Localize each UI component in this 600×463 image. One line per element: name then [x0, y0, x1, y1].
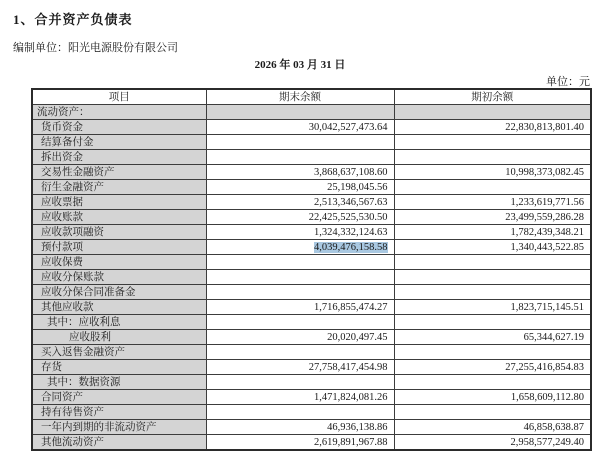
- ending-balance-value: [206, 315, 394, 330]
- ending-balance-value: [206, 150, 394, 165]
- beginning-balance-value: [394, 270, 591, 285]
- unit-label: 单位：元: [546, 76, 590, 88]
- ending-balance-value: [206, 375, 394, 390]
- beginning-balance-value: 1,233,619,771.56: [394, 195, 591, 210]
- ending-balance-value: 3,868,637,108.60: [206, 165, 394, 180]
- beginning-balance-value: [394, 180, 591, 195]
- item-label: 应收账款: [32, 210, 206, 225]
- beginning-balance-value: [394, 375, 591, 390]
- selected-text[interactable]: 4,039,476,158.58: [314, 242, 388, 253]
- beginning-balance-value: 46,858,638.87: [394, 420, 591, 435]
- table-row: [32, 285, 591, 300]
- beginning-balance-value: [394, 345, 591, 360]
- item-label: 货币资金: [32, 120, 206, 135]
- beginning-balance-value: 10,998,373,082.45: [394, 165, 591, 180]
- ending-balance-value: 27,758,417,454.98: [206, 360, 394, 375]
- ending-balance-value: [206, 270, 394, 285]
- ending-balance-value: [206, 240, 394, 255]
- table-row: [32, 345, 591, 360]
- item-label: 合同资产: [32, 390, 206, 405]
- column-header-item: 项目: [32, 89, 206, 105]
- item-label: 其他应收款: [32, 300, 206, 315]
- table-row: [32, 375, 591, 390]
- column-header-ending-balance: 期末余额: [206, 89, 394, 105]
- item-label: 结算备付金: [32, 135, 206, 150]
- ending-balance-value: 1,716,855,474.27: [206, 300, 394, 315]
- page-title: 1、合并资产负债表: [13, 12, 133, 27]
- ending-balance-value: 2,619,891,967.88: [206, 435, 394, 451]
- item-label: 衍生金融资产: [32, 180, 206, 195]
- table-header-row: [32, 89, 591, 105]
- beginning-balance-value: 23,499,559,286.28: [394, 210, 591, 225]
- table-row: [32, 150, 591, 165]
- report-date: 2026 年 03 月 31 日: [254, 59, 346, 71]
- beginning-balance-value: [394, 315, 591, 330]
- ending-balance-value: 46,936,138.86: [206, 420, 394, 435]
- beginning-balance-value: [394, 285, 591, 300]
- ending-balance-value: 1,324,332,124.63: [206, 225, 394, 240]
- item-label: 应收票据: [32, 195, 206, 210]
- ending-balance-value: 25,198,045.56: [206, 180, 394, 195]
- item-label: 一年内到期的非流动资产: [32, 420, 206, 435]
- ending-balance-value: 30,042,527,473.64: [206, 120, 394, 135]
- table-row: [32, 180, 591, 195]
- table-row: [32, 435, 591, 451]
- beginning-balance-value: 22,830,813,801.40: [394, 120, 591, 135]
- table-row: [32, 240, 591, 255]
- item-label: 应收分保合同准备金: [32, 285, 206, 300]
- item-label: 存货: [32, 360, 206, 375]
- table-row: [32, 315, 591, 330]
- item-label: 其中：数据资源: [32, 375, 206, 390]
- ending-balance-value: [206, 255, 394, 270]
- table-row: [32, 165, 591, 180]
- item-label: 交易性金融资产: [32, 165, 206, 180]
- beginning-balance-value: [394, 255, 591, 270]
- balance-sheet-table: [31, 88, 592, 451]
- column-header-beginning-balance: 期初余额: [394, 89, 591, 105]
- beginning-balance-value: [394, 135, 591, 150]
- item-label: 流动资产：: [32, 105, 206, 120]
- beginning-balance-value: [394, 405, 591, 420]
- table-row: [32, 405, 591, 420]
- beginning-balance-value: 27,255,416,854.83: [394, 360, 591, 375]
- beginning-balance-value: [394, 150, 591, 165]
- ending-balance-value: [206, 405, 394, 420]
- item-label: 其中：应收利息: [32, 315, 206, 330]
- table-row: [32, 120, 591, 135]
- table-row: [32, 195, 591, 210]
- item-label: 应收股利: [32, 330, 206, 345]
- ending-balance-value: 2,513,346,567.63: [206, 195, 394, 210]
- beginning-balance-value: [394, 105, 591, 120]
- beginning-balance-value: 1,823,715,145.51: [394, 300, 591, 315]
- ending-balance-value: 22,425,525,530.50: [206, 210, 394, 225]
- ending-balance-value: [206, 345, 394, 360]
- table-row: [32, 135, 591, 150]
- ending-balance-value: [206, 285, 394, 300]
- table-row: [32, 255, 591, 270]
- table-row: [32, 330, 591, 345]
- beginning-balance-value: 1,658,609,112.80: [394, 390, 591, 405]
- item-label: 应收款项融资: [32, 225, 206, 240]
- item-label: 预付款项: [32, 240, 206, 255]
- ending-balance-value: 20,020,497.45: [206, 330, 394, 345]
- table-row: [32, 390, 591, 405]
- table-row: [32, 420, 591, 435]
- item-label: 买入返售金融资产: [32, 345, 206, 360]
- beginning-balance-value: 2,958,577,249.40: [394, 435, 591, 451]
- ending-balance-value: 1,471,824,081.26: [206, 390, 394, 405]
- item-label: 其他流动资产: [32, 435, 206, 451]
- section-row: [32, 105, 591, 120]
- item-label: 持有待售资产: [32, 405, 206, 420]
- item-label: 应收保费: [32, 255, 206, 270]
- table-row: [32, 270, 591, 285]
- table-row: [32, 210, 591, 225]
- table-row: [32, 300, 591, 315]
- item-label: 应收分保账款: [32, 270, 206, 285]
- beginning-balance-value: 65,344,627.19: [394, 330, 591, 345]
- beginning-balance-value: 1,340,443,522.85: [394, 240, 591, 255]
- beginning-balance-value: 1,782,439,348.21: [394, 225, 591, 240]
- table-row: [32, 225, 591, 240]
- ending-balance-value: [206, 135, 394, 150]
- item-label: 拆出资金: [32, 150, 206, 165]
- prepared-by-label: 编制单位：阳光电源股份有限公司: [13, 42, 178, 54]
- table-row: [32, 360, 591, 375]
- ending-balance-value: [206, 105, 394, 120]
